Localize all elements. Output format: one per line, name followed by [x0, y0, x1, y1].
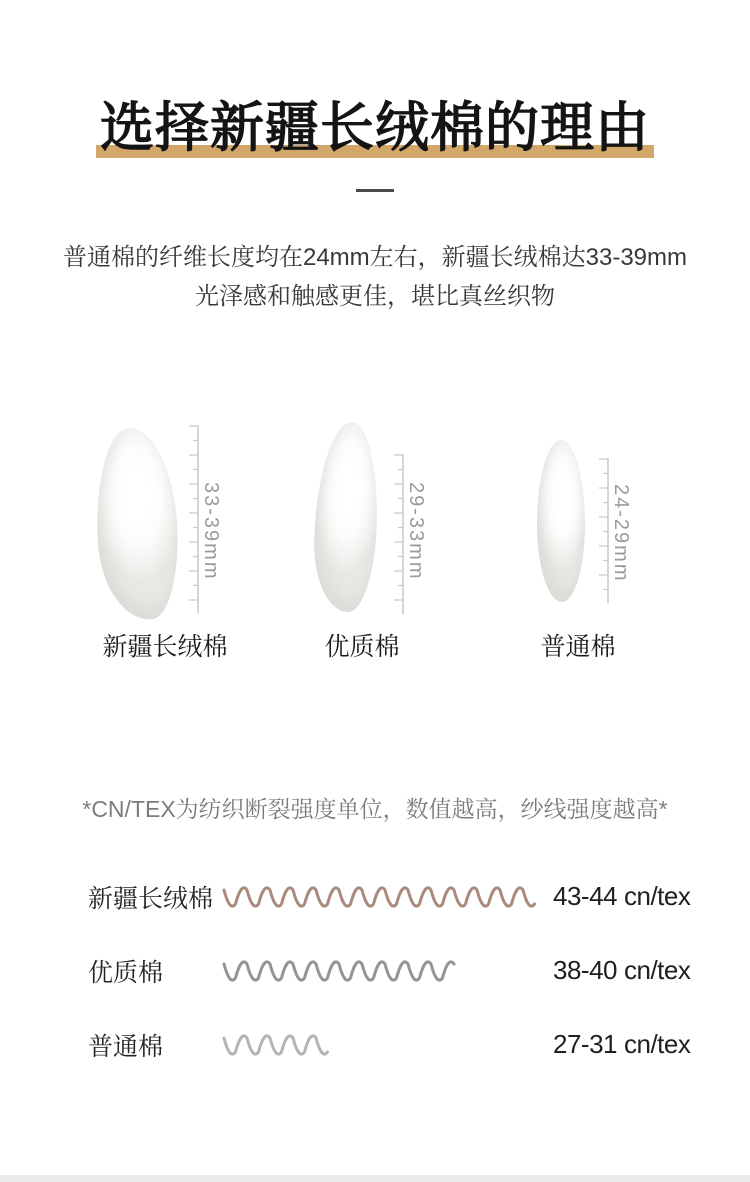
- strength-row-label: 新疆长绒棉: [88, 884, 214, 913]
- wave-line-icon: [223, 958, 455, 984]
- strength-value-number: 43-44: [553, 881, 617, 912]
- ruler-icon: [597, 458, 609, 603]
- strength-row-label: 普通棉: [88, 1032, 164, 1061]
- fiber-length-range: 29-33mm: [405, 481, 427, 581]
- wave-line-container: [223, 958, 553, 984]
- strength-value-number: 38-40: [553, 955, 617, 986]
- strength-value-unit: cn/tex: [624, 1029, 691, 1060]
- fiber-item-ordinary: [488, 422, 668, 667]
- fiber-item-xinjiang: [75, 422, 255, 667]
- fiber-name-label: 优质棉: [324, 632, 400, 661]
- strength-row-label: 优质棉: [88, 958, 164, 987]
- ruler-icon: [187, 425, 199, 613]
- fiber-length-range: 33-39mm: [200, 481, 222, 581]
- fiber-item-premium: [272, 422, 452, 667]
- fiber-length-comparison: [0, 422, 750, 667]
- page-title-text: 选择新疆长绒棉的理由: [100, 98, 650, 158]
- cn-tex-note: *CN/TEX为纺织断裂强度单位，数值越高，纱线强度越高*: [82, 795, 668, 822]
- fiber-name-label: 普通棉: [540, 632, 616, 661]
- next-section-edge: [0, 1175, 750, 1182]
- strength-value: [553, 955, 690, 986]
- strength-row-xinjiang: [0, 860, 750, 934]
- fiber-length-range: 24-29mm: [610, 483, 632, 583]
- strength-value-unit: cn/tex: [624, 881, 691, 912]
- fiber-name-label: 新疆长绒棉: [102, 632, 228, 661]
- title-divider: [356, 189, 394, 192]
- strength-value: [553, 881, 690, 912]
- strength-value: [553, 1029, 690, 1060]
- strength-value-number: 27-31: [553, 1029, 617, 1060]
- strength-row-premium: [0, 934, 750, 1008]
- wave-line-icon: [223, 884, 536, 910]
- strength-value-unit: cn/tex: [624, 955, 691, 986]
- page-title: [100, 96, 650, 161]
- ruler-icon: [392, 454, 404, 614]
- description: [0, 238, 750, 316]
- wave-line-container: [223, 884, 553, 910]
- strength-comparison: [0, 860, 750, 1082]
- cotton-fiber-image: [312, 421, 381, 613]
- description-line-1: 普通棉的纤维长度均在24mm左右，新疆长绒棉达33-39mm: [62, 243, 688, 271]
- description-line-2: 光泽感和触感更佳，堪比真丝织物: [195, 282, 555, 310]
- cotton-fiber-image: [92, 426, 182, 622]
- wave-line-container: [223, 1032, 553, 1058]
- wave-line-icon: [223, 1032, 329, 1058]
- strength-row-ordinary: [0, 1008, 750, 1082]
- section-title-block: [0, 0, 750, 192]
- cotton-fiber-image: [537, 440, 585, 602]
